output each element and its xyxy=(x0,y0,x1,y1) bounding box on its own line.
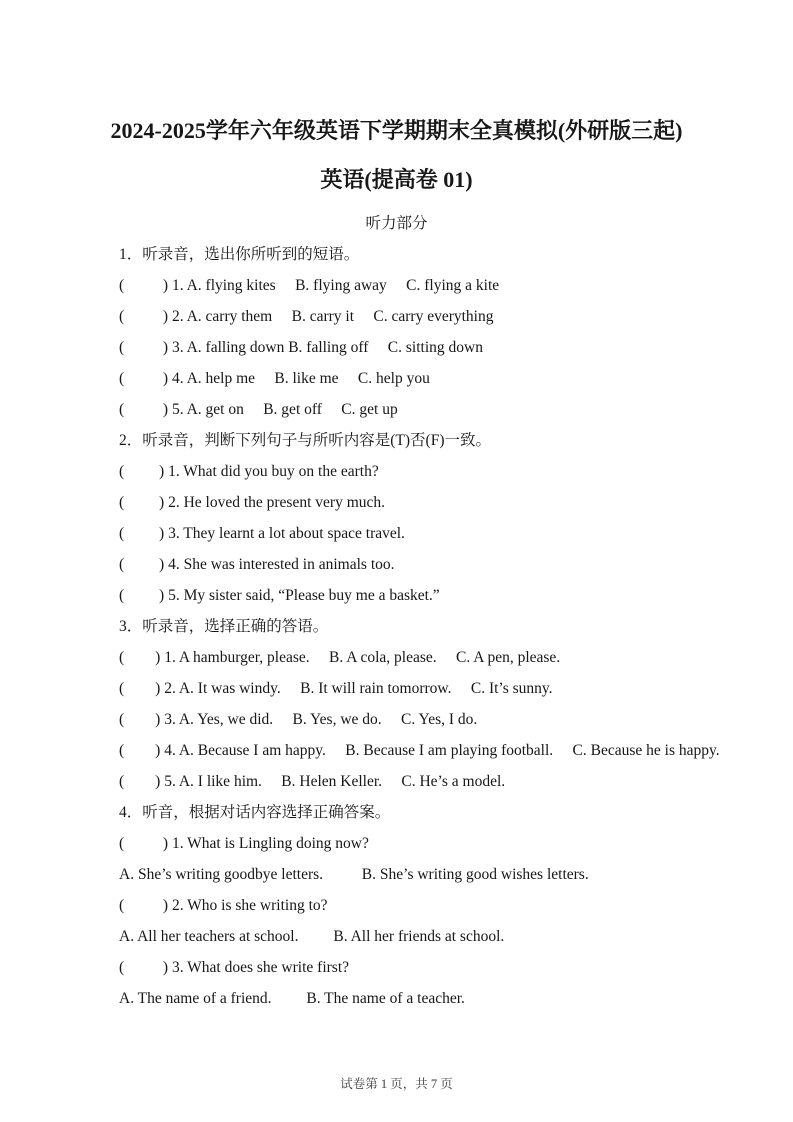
section-3-question-1: ( ) 1. A hamburger, please. B. A cola, please. C. A pen, please. xyxy=(119,649,561,666)
section-3-question-2: ( ) 2. A. It was windy. B. It will rain tomorrow. C. It’s sunny. xyxy=(119,680,553,697)
section-3-heading: 3．听录音，选择正确的答语。 xyxy=(119,618,329,635)
section-2-heading: 2．听录音，判断下列句子与所听内容是(T)否(F)一致。 xyxy=(119,432,491,449)
section-4-question-2-options: A. All her teachers at school. B. All her friends at school. xyxy=(119,928,505,945)
section-1-question-4: ( ) 4. A. help me B. like me C. help you xyxy=(119,370,430,387)
section-4-question-1: ( ) 1. What is Lingling doing now? xyxy=(119,835,369,852)
section-2-question-2: ( ) 2. He loved the present very much. xyxy=(119,494,386,511)
section-3-question-5: ( ) 5. A. I like him. B. Helen Keller. C. He’s a model. xyxy=(119,773,506,790)
section-4-question-3-options: A. The name of a friend. B. The name of a teacher. xyxy=(119,990,465,1007)
listening-part-label: 听力部分 xyxy=(365,215,428,232)
section-2-question-3: ( ) 3. They learnt a lot about space travel. xyxy=(119,525,405,542)
section-1-heading: 1．听录音，选出你所听到的短语。 xyxy=(119,246,360,263)
page-number-footer: 试卷第 1 页，共 7 页 xyxy=(340,1077,453,1091)
doc-title-block xyxy=(0,0,793,204)
section-1-question-5: ( ) 5. A. get on B. get off C. get up xyxy=(119,401,398,418)
section-1-question-2: ( ) 2. A. carry them B. carry it C. carry everything xyxy=(119,308,494,325)
section-2-question-5: ( ) 5. My sister said, “Please buy me a basket.” xyxy=(119,587,440,604)
section-4-question-1-options: A. She’s writing goodbye letters. B. She’s writing good wishes letters. xyxy=(119,866,589,883)
section-2-question-4: ( ) 4. She was interested in animals too. xyxy=(119,556,395,573)
doc-title-line-2: 英语(提高卷 01) xyxy=(320,167,473,192)
doc-title-line-1: 2024-2025学年六年级英语下学期期末全真模拟(外研版三起) xyxy=(110,118,683,143)
section-4-question-2: ( ) 2. Who is she writing to? xyxy=(119,897,328,914)
section-3-question-4: ( ) 4. A. Because I am happy. B. Because I am playing football. C. Because he is happy. xyxy=(119,742,720,759)
section-1-question-1: ( ) 1. A. flying kites B. flying away C. flying a kite xyxy=(119,277,500,294)
section-3-question-3: ( ) 3. A. Yes, we did. B. Yes, we do. C. Yes, I do. xyxy=(119,711,478,728)
exam-body xyxy=(0,239,793,1014)
section-4-heading: 4．听音，根据对话内容选择正确答案。 xyxy=(119,804,391,821)
section-2-question-1: ( ) 1. What did you buy on the earth? xyxy=(119,463,379,480)
section-4-question-3: ( ) 3. What does she write first? xyxy=(119,959,350,976)
section-1-question-3: ( ) 3. A. falling down B. falling off C. sitting down xyxy=(119,339,483,356)
